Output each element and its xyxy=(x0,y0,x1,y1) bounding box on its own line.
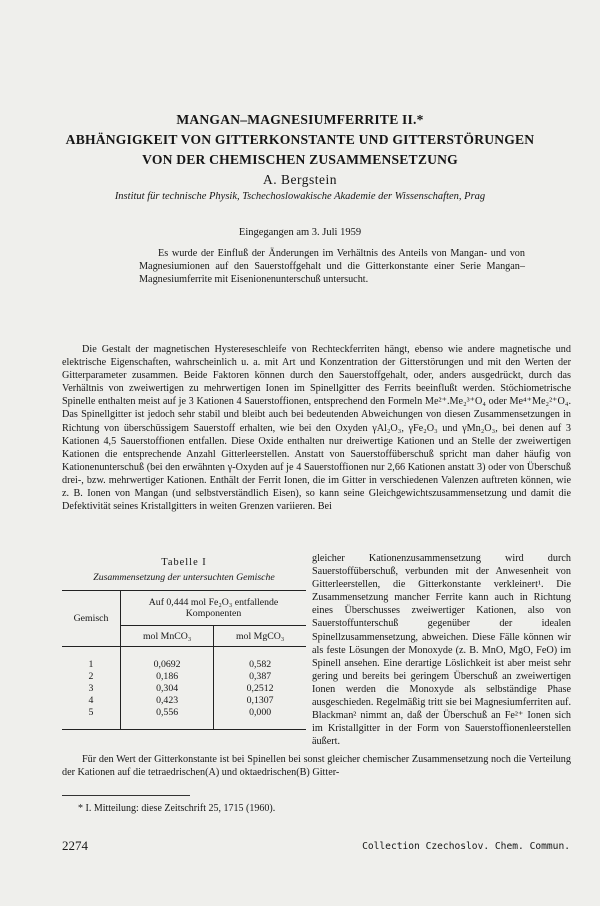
cell-mgco3: 0,2512 xyxy=(246,683,274,694)
cell-gemisch: 4 xyxy=(62,695,121,707)
page-number: 2274 xyxy=(62,838,88,853)
cell-mnco3: 0,556 xyxy=(121,707,214,730)
header-components: Auf 0,444 mol Fe₂O₃ entfallende Komponenten xyxy=(121,591,307,626)
title-line-3: VON DER CHEMISCHEN ZUSAMMENSETZUNG xyxy=(142,152,458,167)
journal-name: Collection Czechoslov. Chem. Commun. xyxy=(362,841,570,852)
body-paragraph-1: Die Gestalt der magnetischen Hystereseschleife von Rechteckferriten hängt, ebenso wie andere magnetische und elektrische Eigenschaften, wahrscheinlich u. a. mit Art und Konzentration der Gitterstörungen und mit den Werten der Gitterparameter zusammen. Beide Faktoren können durch den Sauerstoffgehalt, oder, anders ausgedrückt, durch das Verhältnis von zweiwertigen zu mehrwertigen Ionen im Spinellgitter des Ferrits beeinflußt werden. Stöchiometrische Spinelle enthalten meist auf je 3 Kationen 4 Sauerstoffionen, entsprechend den Formeln Me²⁺.Me₂³⁺O₄ oder Me⁴⁺Me₂²⁺O₄. Das Spinellgitter ist jedoch sehr stabil und bleibt auch bei bedeutenden Abweichungen von diesen Zusammensetzungen in Richtung von überschüssigem Sauerstoff erhalten, wie bei den Oxyden γAl₂O₃, γFe₂O₃ und γMn₂O₃, bei denen auf 3 Kationen 4,5 Sauerstoffionen entfallen. Diese Oxide enthalten nur dreiwertige Kationen und an Stelle der zweiwertigen Kationen die entsprechende Anzahl Gitterleerstellen. Anstatt von Sauerstoffüberschuß spricht man daher häufig von Kationenunterschuß (bei den erwähnten γ-Oxyden auf je 4 Sauerstoffionen nur 2,66 Kationen anstatt 3) oder von Überschuß drei-, bzw. mehrwertiger Kationen. Enthält der Ferrit Ionen, die im Gitter in verschiedenen Valenzen auftreten können, wie z. B. Ionen von Mangan (und selbstverständlich Eisen), so kann seine Gleichgewichtszusammensetzung und damit die Defektivität seines Kristallgitters in weiten Grenzen variieren. Bei xyxy=(62,344,571,513)
author-name: A. Bergstein xyxy=(263,172,337,187)
table-caption: Tabelle I xyxy=(161,557,207,568)
footnote: * I. Mitteilung: diese Zeitschrift 25, 1715 (1960). xyxy=(78,803,276,814)
cell-mnco3: 0,423 xyxy=(121,695,214,707)
header-gemisch: Gemisch xyxy=(62,591,121,647)
author-affiliation: Institut für technische Physik, Tschechoslowakische Akademie der Wissenschaften, Prag xyxy=(114,191,486,202)
received-date: Eingegangen am 3. Juli 1959 xyxy=(238,227,362,238)
cell-gemisch: 3 xyxy=(62,683,121,695)
header-mgco3: mol MgCO₃ xyxy=(214,626,306,647)
cell-mgco3: 0,1307 xyxy=(246,695,274,706)
cell-mnco3: 0,304 xyxy=(121,683,214,695)
cell-mgco3: 0,582 xyxy=(249,659,272,670)
title-line-1: MANGAN–MAGNESIUMFERRITE II.* xyxy=(176,112,424,127)
cell-mnco3: 0,0692 xyxy=(121,647,214,672)
composition-table xyxy=(62,590,306,730)
cell-mnco3: 0,186 xyxy=(121,671,214,683)
table-row xyxy=(62,707,306,730)
body-right-column: gleicher Kationenzusammensetzung wird durch Sauerstoffüberschuß, verbunden mit der Anwesenheit von Gitterleerstellen, die Gitterkonstante verkleinert¹. Die Zusammensetzung mancher Ferrite kann auch in Richtung eines Überschusses zweiwertiger Kationen, also von Sauerstoffunterschuß gegenüber der idealen Spinellzusammensetzung, abweichen. Diese Fälle können wir als feste Lösungen der Monoxyde (z. B. MnO, MgO, FeO) im Spinell ansehen. Eine derartige Löslichkeit ist aber meist sehr gering und bereits bei geringem Überschuß an zweiwertigen Ionen werden die Monoxyde als selbständige Phase ausgeschieden. Regelmäßig tritt sie bei Magnesiumferriten auf. Blackman² nimmt an, daß der Überschuß an Fe²⁺ Ionen sich im Kristallgitter in der Form von Sauerstoffionenleerstellen äußert. xyxy=(312,553,571,748)
header-mnco3: mol MnCO₃ xyxy=(121,626,214,647)
table-row xyxy=(62,695,306,707)
cell-mgco3: 0,000 xyxy=(214,707,306,730)
footnote-divider xyxy=(62,795,190,796)
table-subcaption: Zusammensetzung der untersuchten Gemische xyxy=(93,572,275,583)
table-row xyxy=(62,647,306,672)
title-line-2: ABHÄNGIGKEIT VON GITTERKONSTANTE UND GITTERSTÖRUNGEN xyxy=(65,132,535,147)
body-paragraph-2: Für den Wert der Gitterkonstante ist bei Spinellen bei sonst gleicher chemischer Zusammensetzung noch die Verteilung der Kationen auf die tetraedrischen(A) und oktaedrischen(B) Gitter- xyxy=(62,754,571,779)
cell-mgco3: 0,387 xyxy=(249,671,272,682)
cell-gemisch: 5 xyxy=(62,707,121,730)
abstract: Es wurde der Einfluß der Änderungen im Verhältnis des Anteils von Mangan- und von Magnesiumionen auf den Sauerstoffgehalt und die Gitterkonstante einer Serie Mangan–Magnesiumferrite mit Eisenionenunterschuß untersucht. xyxy=(139,248,525,285)
table-row xyxy=(62,683,306,695)
cell-gemisch: 2 xyxy=(62,671,121,683)
table-row xyxy=(62,671,306,683)
cell-gemisch: 1 xyxy=(62,647,121,672)
